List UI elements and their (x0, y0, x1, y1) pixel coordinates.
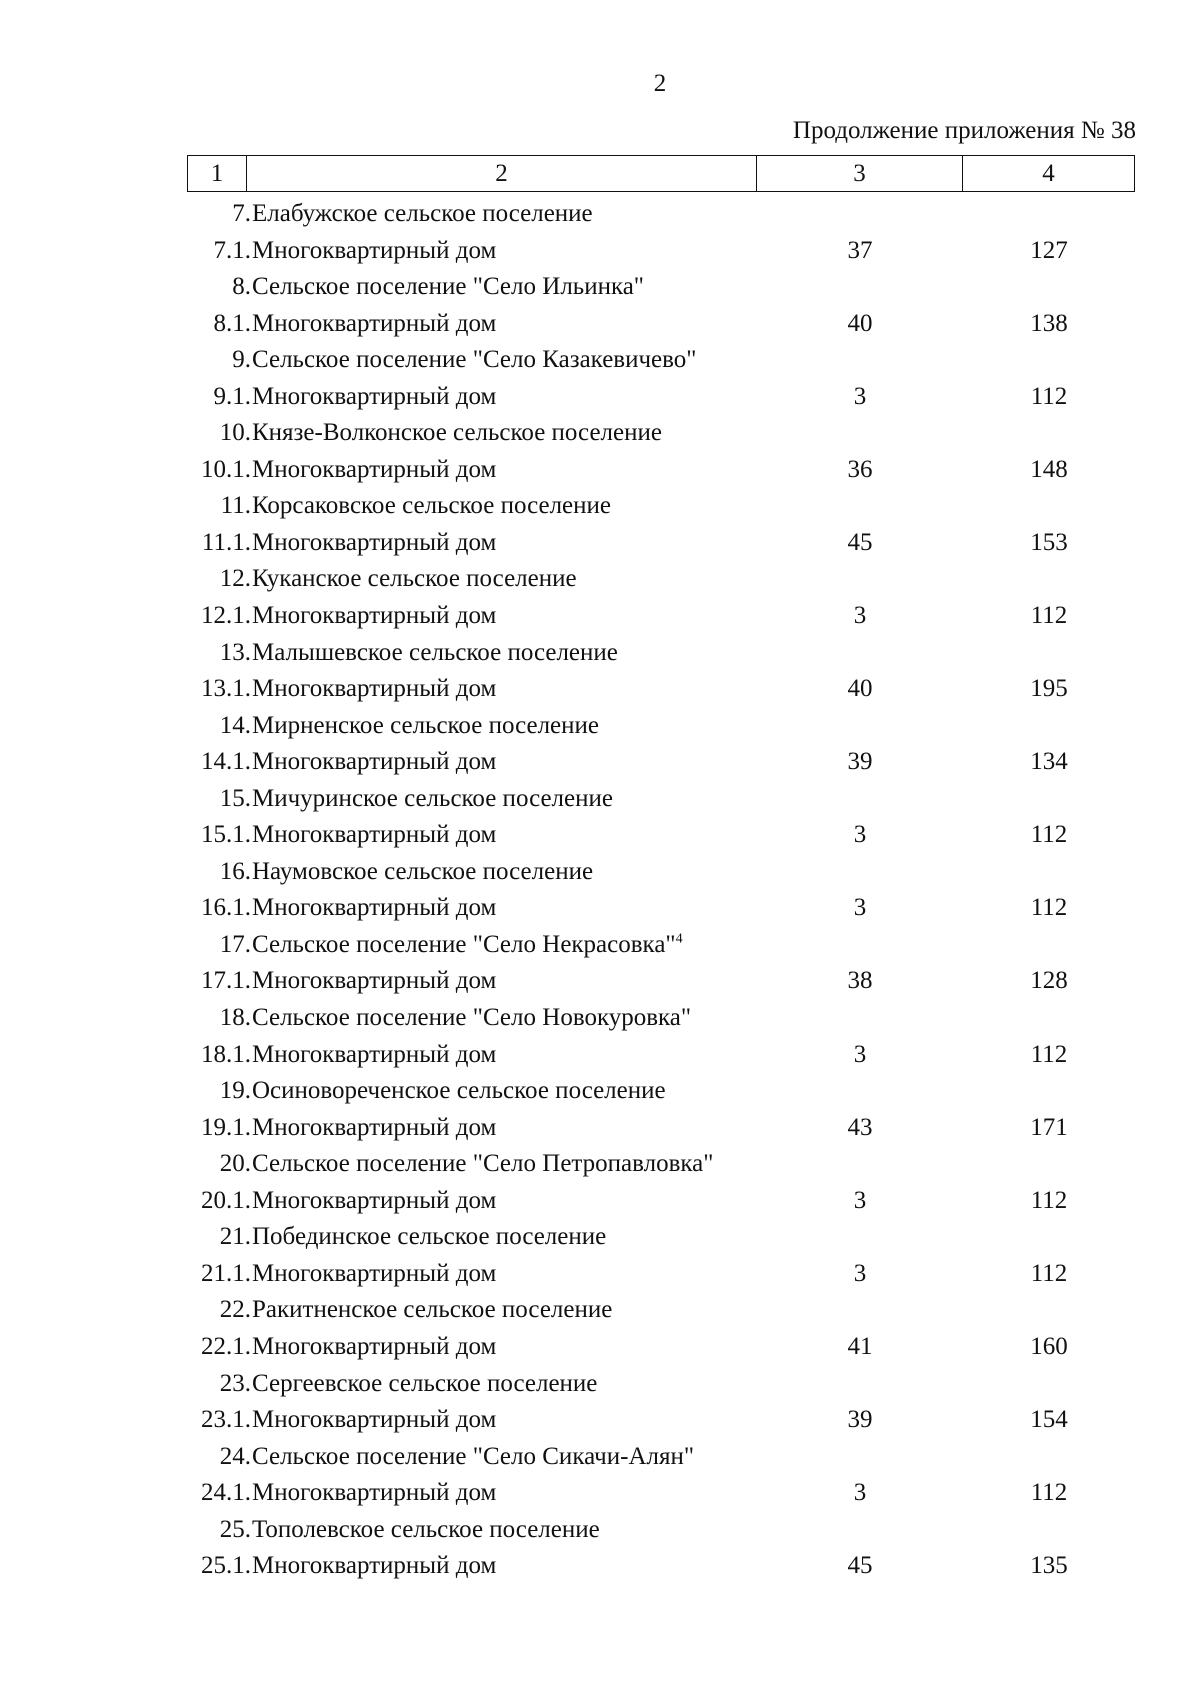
row-name (252, 1366, 597, 1403)
page-number: 2 (653, 70, 667, 97)
row-name (252, 1073, 666, 1110)
row-number: 14.1. (201, 748, 251, 776)
row-name-text: Сельское поселение "Село Сикачи-Алян" (252, 1442, 695, 1470)
row-name-text: Многоквартирный дом (252, 894, 497, 922)
row-value-col4: 112 (1030, 821, 1068, 849)
table-row-settlement (0, 1439, 1200, 1476)
table-row-settlement (0, 269, 1200, 306)
table-row-building (0, 598, 1200, 635)
row-number: 7. (232, 200, 251, 227)
row-name-text: Осиновореченское сельское поселение (252, 1077, 666, 1105)
table-row-building (0, 1037, 1200, 1074)
table-row-settlement (0, 781, 1200, 818)
row-name-text: Многоквартирный дом (252, 1479, 497, 1507)
table-row-settlement (0, 488, 1200, 525)
row-name (252, 1512, 600, 1549)
row-value-col4: 153 (1030, 528, 1068, 556)
row-name (252, 342, 696, 379)
row-name-text: Многоквартирный дом (252, 602, 497, 630)
row-name-text: Малышевское сельское поселение (252, 638, 618, 666)
row-value-col4: 112 (1030, 1479, 1068, 1507)
row-name (252, 927, 683, 964)
row-name (252, 744, 496, 781)
row-name (252, 415, 662, 452)
row-name (252, 854, 593, 891)
row-number: 17. (219, 930, 251, 958)
row-value-col4: 127 (1030, 236, 1068, 264)
row-number: 14. (219, 711, 251, 739)
row-value-col3: 3 (853, 602, 867, 630)
row-number: 16.1. (201, 894, 251, 922)
row-name (252, 379, 496, 416)
row-name-text: Многоквартирный дом (252, 528, 497, 556)
table-row-building (0, 379, 1200, 416)
table-row-settlement (0, 708, 1200, 745)
table-row-building (0, 1329, 1200, 1366)
row-number: 19.1. (201, 1113, 251, 1141)
row-number: 15.1. (201, 821, 251, 849)
row-name (252, 817, 496, 854)
row-value-col4: 138 (1030, 309, 1068, 337)
row-value-col4: 195 (1030, 675, 1068, 703)
row-name (252, 561, 577, 598)
row-value-col3: 37 (847, 236, 873, 264)
row-number: 8. (232, 273, 251, 301)
row-value-col3: 45 (847, 1552, 873, 1580)
row-name (252, 1329, 496, 1366)
row-value-col3: 40 (847, 309, 873, 337)
row-number: 21.1. (201, 1259, 251, 1287)
row-name (252, 196, 593, 233)
table-row-settlement (0, 927, 1200, 964)
row-name-text: Многоквартирный дом (252, 748, 497, 776)
row-value-col4: 154 (1030, 1406, 1068, 1434)
row-value-col4: 112 (1030, 382, 1068, 410)
row-name-text: Многоквартирный дом (252, 967, 497, 995)
row-name (252, 1037, 496, 1074)
row-name (252, 635, 618, 672)
row-value-col3: 40 (847, 675, 873, 703)
row-number: 12. (219, 565, 251, 593)
row-value-col3: 41 (847, 1332, 873, 1360)
table-row-settlement (0, 342, 1200, 379)
row-number: 20.1. (201, 1186, 251, 1214)
row-name (252, 671, 496, 708)
row-name-text: Сельское поселение "Село Новокуровка" (252, 1004, 692, 1032)
row-name (252, 233, 496, 270)
row-name-text: Многоквартирный дом (252, 1406, 497, 1434)
row-name-text: Многоквартирный дом (252, 1040, 497, 1068)
row-name (252, 1219, 606, 1256)
table-row-settlement (0, 561, 1200, 598)
row-name-text: Сельское поселение "Село Казакевичево" (252, 346, 697, 374)
row-name-text: Куканское сельское поселение (252, 565, 577, 593)
column-header-3: 3 (757, 156, 963, 191)
row-name (252, 1548, 496, 1585)
row-number: 20. (219, 1150, 251, 1178)
row-name-text: Многоквартирный дом (252, 382, 497, 410)
table-row-settlement (0, 635, 1200, 672)
settlement-list (0, 196, 1200, 1585)
row-number: 8.1. (213, 309, 251, 337)
row-value-col3: 3 (853, 1479, 867, 1507)
row-name (252, 269, 644, 306)
table-row-settlement (0, 196, 1200, 233)
column-header-2: 2 (247, 156, 757, 191)
row-name (252, 708, 599, 745)
row-name-text: Сельское поселение "Село Ильинка" (252, 273, 645, 301)
row-number: 18. (219, 1004, 251, 1032)
row-number: 25.1. (201, 1552, 251, 1580)
row-number: 19. (219, 1077, 251, 1105)
row-name-text: Елабужское сельское поселение (252, 200, 593, 227)
row-number: 13. (219, 638, 251, 666)
row-value-col3: 3 (853, 1040, 867, 1068)
row-name-text: Тополевское сельское поселение (252, 1515, 600, 1543)
row-value-col4: 134 (1030, 748, 1068, 776)
row-name (252, 1475, 496, 1512)
row-number: 15. (219, 784, 251, 812)
row-name-text: Наумовское сельское поселение (252, 857, 594, 885)
row-number: 16. (219, 857, 251, 885)
row-name-text: Князе-Волконское сельское поселение (252, 419, 662, 447)
row-number: 11. (220, 492, 251, 520)
row-name (252, 452, 496, 489)
row-number: 17.1. (201, 967, 251, 995)
footnote-mark: 4 (675, 931, 683, 947)
table-row-building (0, 525, 1200, 562)
row-value-col3: 3 (853, 894, 867, 922)
row-value-col4: 128 (1030, 967, 1068, 995)
row-value-col3: 39 (847, 748, 873, 776)
row-name (252, 1110, 496, 1147)
table-row-building (0, 233, 1200, 270)
row-name (252, 1439, 694, 1476)
row-number: 12.1. (201, 602, 251, 630)
table-row-building (0, 1402, 1200, 1439)
row-value-col4: 112 (1030, 1259, 1068, 1287)
row-name-text: Многоквартирный дом (252, 455, 497, 483)
table-row-settlement (0, 415, 1200, 452)
table-row-building (0, 1475, 1200, 1512)
row-number: 24. (219, 1442, 251, 1470)
row-name-text: Корсаковское сельское поселение (252, 492, 612, 520)
row-number: 9. (232, 346, 251, 374)
row-name-text: Многоквартирный дом (252, 1552, 497, 1580)
row-value-col4: 148 (1030, 455, 1068, 483)
table-row-settlement (0, 1146, 1200, 1183)
row-value-col3: 45 (847, 528, 873, 556)
row-name-text: Многоквартирный дом (252, 1259, 497, 1287)
column-header-1: 1 (188, 156, 247, 191)
table-row-settlement (0, 1512, 1200, 1549)
row-name (252, 306, 496, 343)
row-value-col3: 3 (853, 382, 867, 410)
table-row-building (0, 1183, 1200, 1220)
row-name-text: Сельское поселение "Село Некрасовка" (252, 930, 676, 958)
row-number: 24.1. (201, 1479, 251, 1507)
row-name-text: Многоквартирный дом (252, 1332, 497, 1360)
row-value-col4: 160 (1030, 1332, 1068, 1360)
row-name-text: Мичуринское сельское поселение (252, 784, 613, 812)
column-header-table (187, 155, 1135, 192)
row-name (252, 1183, 496, 1220)
row-number: 23.1. (201, 1406, 251, 1434)
row-name (252, 1402, 496, 1439)
row-value-col4: 112 (1030, 894, 1068, 922)
table-row-settlement (0, 854, 1200, 891)
table-row-building (0, 1110, 1200, 1147)
table-row-building (0, 1548, 1200, 1585)
table-row-settlement (0, 1366, 1200, 1403)
row-value-col3: 3 (853, 1186, 867, 1214)
row-name-text: Многоквартирный дом (252, 1186, 497, 1214)
row-name (252, 781, 613, 818)
row-value-col3: 3 (853, 1259, 867, 1287)
row-value-col4: 135 (1030, 1552, 1068, 1580)
row-name (252, 1146, 713, 1183)
row-name-text: Сельское поселение "Село Петропавловка" (252, 1150, 714, 1178)
row-number: 10. (219, 419, 251, 447)
row-name-text: Мирненское сельское поселение (252, 711, 600, 739)
table-row-building (0, 744, 1200, 781)
row-number: 11.1. (201, 528, 251, 556)
table-row-building (0, 306, 1200, 343)
row-number: 22.1. (201, 1332, 251, 1360)
row-name (252, 1000, 691, 1037)
table-row-building (0, 671, 1200, 708)
row-name-text: Многоквартирный дом (252, 236, 497, 264)
row-name (252, 963, 496, 1000)
table-row-settlement (0, 1219, 1200, 1256)
row-name (252, 598, 496, 635)
row-name (252, 525, 496, 562)
row-name (252, 1292, 612, 1329)
row-value-col4: 112 (1030, 602, 1068, 630)
row-value-col3: 38 (847, 967, 873, 995)
row-number: 13.1. (201, 675, 251, 703)
continuation-label: Продолжение приложения № 38 (792, 117, 1136, 144)
column-header-4: 4 (1042, 159, 1055, 187)
table-row-building (0, 1256, 1200, 1293)
row-name-text: Ракитненское сельское поселение (252, 1296, 613, 1324)
row-name-text: Побединское сельское поселение (252, 1223, 607, 1251)
table-row-settlement (0, 1000, 1200, 1037)
row-value-col3: 3 (853, 821, 867, 849)
table-row-building (0, 817, 1200, 854)
row-number: 7.1. (213, 236, 251, 264)
table-row-building (0, 963, 1200, 1000)
row-value-col3: 43 (847, 1113, 873, 1141)
row-name (252, 488, 611, 525)
row-name (252, 1256, 496, 1293)
row-name-text: Многоквартирный дом (252, 309, 497, 337)
table-row-settlement (0, 1292, 1200, 1329)
row-value-col4: 112 (1030, 1040, 1068, 1068)
table-row-settlement (0, 1073, 1200, 1110)
row-name-text: Многоквартирный дом (252, 1113, 497, 1141)
table-row-building (0, 890, 1200, 927)
row-number: 23. (219, 1369, 251, 1397)
row-number: 18.1. (201, 1040, 251, 1068)
row-value-col4: 171 (1030, 1113, 1068, 1141)
row-number: 10.1. (201, 455, 251, 483)
row-name-text: Сергеевское сельское поселение (252, 1369, 598, 1397)
row-number: 22. (219, 1296, 251, 1324)
row-number: 9.1. (213, 382, 251, 410)
row-number: 21. (219, 1223, 251, 1251)
row-name-text: Многоквартирный дом (252, 821, 497, 849)
row-number: 25. (219, 1515, 251, 1543)
row-name-text: Многоквартирный дом (252, 675, 497, 703)
row-value-col3: 36 (847, 455, 873, 483)
row-name (252, 890, 496, 927)
row-value-col3: 39 (847, 1406, 873, 1434)
row-value-col4: 112 (1030, 1186, 1068, 1214)
table-row-building (0, 452, 1200, 489)
